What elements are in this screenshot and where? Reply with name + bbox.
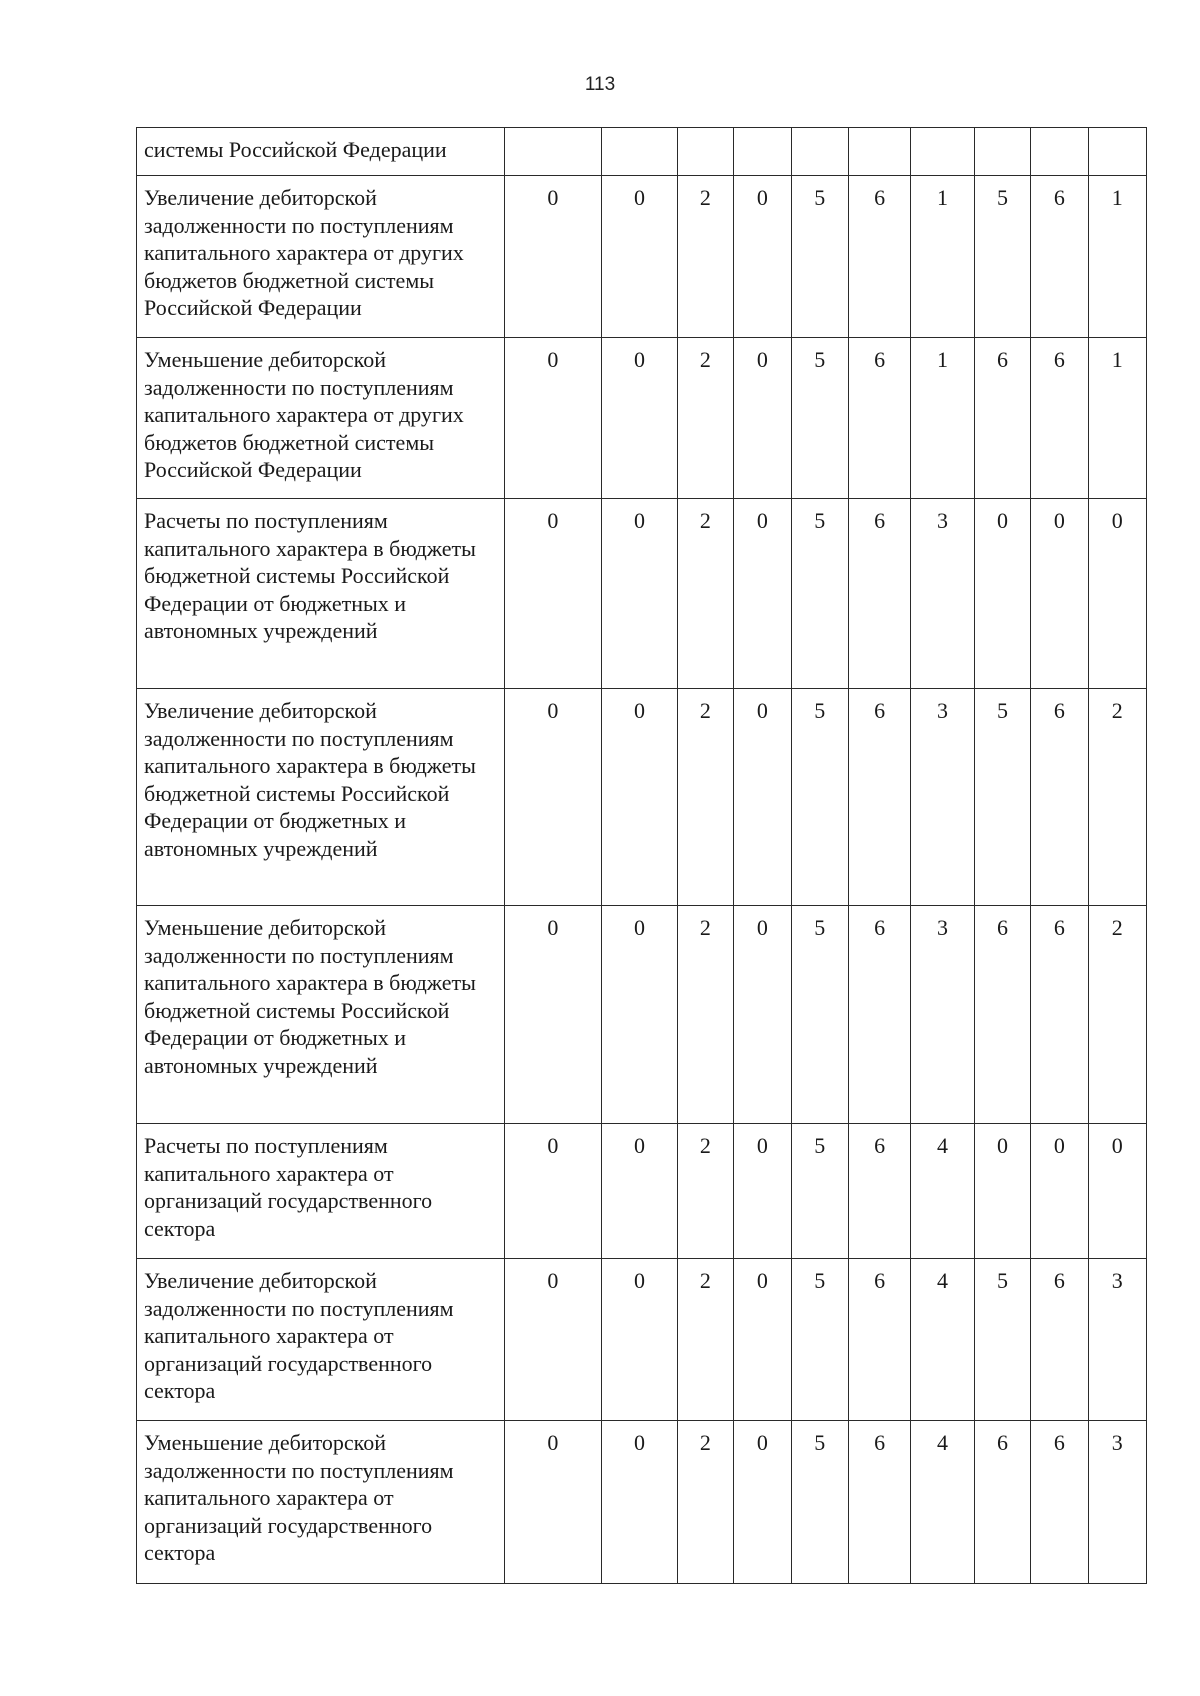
code-digit — [791, 128, 848, 176]
row-description: Увеличение дебиторской задолженности по поступлениям капитального характера в бюджеты бюджетной системы Российской Федерации от бюджетных и автономных учреждений — [137, 689, 505, 906]
table-row — [137, 1124, 1147, 1259]
code-digit: 6 — [848, 1259, 910, 1421]
row-description: Уменьшение дебиторской задолженности по поступлениям капитального характера от других бюджетов бюджетной системы Российской Федерации — [137, 338, 505, 499]
code-digit: 0 — [504, 176, 602, 338]
code-digit — [911, 128, 974, 176]
code-digit: 2 — [677, 338, 733, 499]
code-digit: 5 — [791, 906, 848, 1124]
code-digit: 3 — [911, 906, 974, 1124]
code-digit — [504, 128, 602, 176]
code-digit — [1088, 128, 1146, 176]
code-digit: 2 — [677, 1124, 733, 1259]
code-digit: 4 — [911, 1124, 974, 1259]
code-digit: 0 — [504, 338, 602, 499]
code-digit: 2 — [677, 1421, 733, 1584]
code-digit: 3 — [1088, 1259, 1146, 1421]
code-digit: 3 — [911, 689, 974, 906]
code-digit: 2 — [677, 176, 733, 338]
code-digit: 5 — [974, 176, 1030, 338]
code-digit: 5 — [791, 176, 848, 338]
code-digit: 6 — [1031, 176, 1088, 338]
code-digit: 1 — [1088, 176, 1146, 338]
code-digit: 0 — [734, 689, 791, 906]
code-digit: 0 — [602, 906, 678, 1124]
table-row — [137, 906, 1147, 1124]
code-digit: 2 — [1088, 906, 1146, 1124]
code-digit: 4 — [911, 1421, 974, 1584]
code-digit: 0 — [734, 1124, 791, 1259]
table-row — [137, 176, 1147, 338]
code-digit — [848, 128, 910, 176]
row-description: Расчеты по поступлениям капитального характера в бюджеты бюджетной системы Российской Федерации от бюджетных и автономных учреждений — [137, 499, 505, 689]
row-description: Увеличение дебиторской задолженности по поступлениям капитального характера от организаций государственного сектора — [137, 1259, 505, 1421]
code-digit: 0 — [602, 1124, 678, 1259]
code-digit: 0 — [974, 499, 1030, 689]
code-digit: 0 — [734, 1259, 791, 1421]
table-row — [137, 128, 1147, 176]
table-row — [137, 1259, 1147, 1421]
code-digit: 5 — [791, 1124, 848, 1259]
code-digit: 5 — [791, 689, 848, 906]
code-digit: 0 — [602, 176, 678, 338]
code-digit: 6 — [1031, 1421, 1088, 1584]
code-digit: 0 — [504, 1259, 602, 1421]
code-digit: 6 — [848, 1421, 910, 1584]
code-digit: 5 — [791, 1421, 848, 1584]
code-digit — [974, 128, 1030, 176]
code-digit: 3 — [911, 499, 974, 689]
table-row — [137, 689, 1147, 906]
code-digit: 0 — [504, 689, 602, 906]
code-digit: 0 — [734, 499, 791, 689]
code-digit: 0 — [1088, 499, 1146, 689]
code-digit: 0 — [504, 1124, 602, 1259]
code-digit: 5 — [791, 1259, 848, 1421]
code-digit: 6 — [974, 1421, 1030, 1584]
code-digit: 5 — [974, 1259, 1030, 1421]
code-digit — [602, 128, 678, 176]
code-digit: 2 — [1088, 689, 1146, 906]
code-digit: 0 — [1031, 1124, 1088, 1259]
code-digit: 0 — [734, 338, 791, 499]
code-digit — [734, 128, 791, 176]
code-digit: 0 — [602, 1259, 678, 1421]
code-digit: 1 — [911, 338, 974, 499]
page-number: 113 — [584, 74, 616, 95]
code-digit: 6 — [1031, 906, 1088, 1124]
row-description: Расчеты по поступлениям капитального характера от организаций государственного сектора — [137, 1124, 505, 1259]
code-digit: 6 — [848, 176, 910, 338]
code-digit: 0 — [602, 499, 678, 689]
code-digit: 6 — [974, 906, 1030, 1124]
code-digit: 2 — [677, 689, 733, 906]
row-description: Уменьшение дебиторской задолженности по поступлениям капитального характера от организаций государственного сектора — [137, 1421, 505, 1584]
code-digit: 6 — [848, 1124, 910, 1259]
code-digit: 0 — [602, 1421, 678, 1584]
code-digit: 6 — [1031, 338, 1088, 499]
table-body — [137, 128, 1147, 1584]
code-digit: 6 — [848, 906, 910, 1124]
code-digit: 3 — [1088, 1421, 1146, 1584]
code-digit: 6 — [1031, 689, 1088, 906]
code-digit: 6 — [848, 499, 910, 689]
code-digit: 0 — [1031, 499, 1088, 689]
code-digit — [677, 128, 733, 176]
code-digit: 0 — [602, 689, 678, 906]
row-description: Увеличение дебиторской задолженности по поступлениям капитального характера от других бюджетов бюджетной системы Российской Федерации — [137, 176, 505, 338]
code-digit: 6 — [974, 338, 1030, 499]
code-digit: 0 — [734, 1421, 791, 1584]
code-digit: 0 — [504, 1421, 602, 1584]
table-row — [137, 1421, 1147, 1584]
account-codes-table — [136, 127, 1147, 1584]
code-digit: 2 — [677, 499, 733, 689]
code-digit: 5 — [791, 338, 848, 499]
code-digit: 5 — [974, 689, 1030, 906]
code-digit: 6 — [848, 689, 910, 906]
code-digit: 2 — [677, 906, 733, 1124]
code-digit: 0 — [734, 176, 791, 338]
code-digit: 5 — [791, 499, 848, 689]
row-description: Уменьшение дебиторской задолженности по поступлениям капитального характера в бюджеты бюджетной системы Российской Федерации от бюджетных и автономных учреждений — [137, 906, 505, 1124]
code-digit: 1 — [1088, 338, 1146, 499]
table-row — [137, 338, 1147, 499]
code-digit: 0 — [1088, 1124, 1146, 1259]
code-digit: 2 — [677, 1259, 733, 1421]
code-digit — [1031, 128, 1088, 176]
table-row — [137, 499, 1147, 689]
code-digit: 1 — [911, 176, 974, 338]
code-digit: 0 — [504, 499, 602, 689]
row-description: системы Российской Федерации — [137, 128, 505, 176]
code-digit: 6 — [848, 338, 910, 499]
code-digit: 0 — [974, 1124, 1030, 1259]
code-digit: 6 — [1031, 1259, 1088, 1421]
code-digit: 4 — [911, 1259, 974, 1421]
code-digit: 0 — [602, 338, 678, 499]
code-digit: 0 — [504, 906, 602, 1124]
code-digit: 0 — [734, 906, 791, 1124]
